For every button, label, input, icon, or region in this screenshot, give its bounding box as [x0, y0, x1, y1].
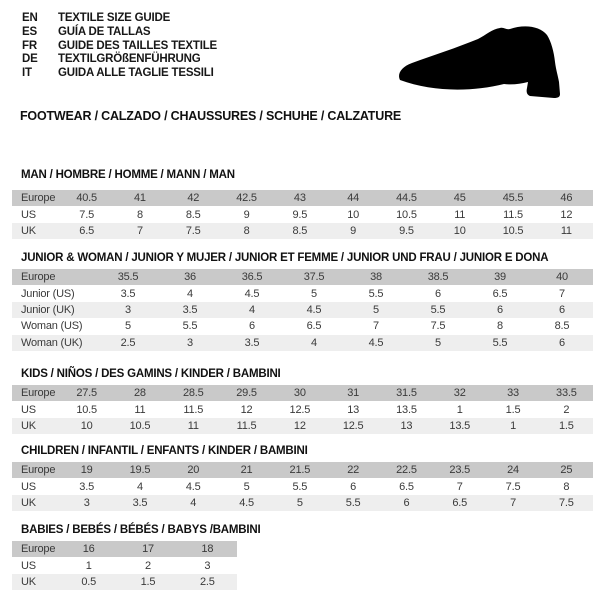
size-cell: 44 — [347, 192, 360, 205]
size-cell: 6 — [497, 303, 503, 316]
size-cell: 7.5 — [430, 320, 446, 333]
size-cell: 11 — [187, 419, 199, 432]
size-cell: 6 — [249, 320, 255, 333]
size-cell: 2 — [563, 403, 570, 416]
category-heading: FOOTWEAR / CALZADO / CHAUSSURES / SCHUHE / CALZATURE — [20, 109, 402, 123]
size-cell: 8.5 — [292, 224, 308, 237]
size-cell: 5 — [296, 496, 303, 509]
size-cell: 23.5 — [449, 464, 471, 477]
table-row — [12, 541, 237, 557]
size-cell: 3.5 — [132, 496, 148, 509]
section-babies — [12, 523, 260, 590]
size-cell: 4.5 — [244, 287, 260, 300]
table-title: KIDS / NIÑOS / DES GAMINS / KINDER / BAMBINI — [21, 368, 281, 380]
size-cell: 40.5 — [76, 192, 97, 205]
table-row — [12, 285, 593, 301]
size-cell: 3.5 — [244, 336, 260, 349]
size-cell: 6.5 — [79, 224, 94, 237]
size-cell: 5.5 — [182, 320, 198, 333]
table-row — [12, 223, 593, 239]
table-row — [12, 401, 593, 417]
size-cell: 31.5 — [396, 387, 417, 400]
size-cell: 43 — [293, 192, 306, 205]
size-cell: 32 — [453, 387, 466, 400]
size-cell: 31 — [347, 387, 360, 400]
size-table-junior-woman — [12, 269, 593, 351]
language-row — [22, 67, 217, 81]
size-cell: 20 — [187, 464, 200, 477]
size-cell: 9.5 — [399, 224, 414, 237]
row-label: US — [21, 559, 36, 572]
size-cell: 7.5 — [185, 224, 201, 237]
row-label: Europe — [21, 464, 56, 477]
size-cell: 4.5 — [239, 496, 254, 509]
table-title: BABIES / BEBÉS / BÉBÉS / BABYS /BAMBINI — [21, 524, 261, 536]
row-label: US — [21, 480, 36, 493]
size-cell: 6.5 — [492, 287, 508, 300]
section-kids — [12, 367, 593, 434]
size-cell: 5.5 — [368, 287, 384, 300]
size-cell: 38.5 — [427, 271, 449, 284]
size-cell: 6.5 — [452, 496, 468, 509]
size-cell: 2.5 — [120, 336, 136, 349]
size-cell: 6 — [403, 496, 410, 509]
size-cell: 30 — [293, 387, 306, 400]
size-cell: 8 — [243, 224, 250, 237]
size-cell: 2.5 — [199, 575, 215, 588]
size-cell: 11.5 — [183, 403, 204, 416]
size-cell: 4 — [311, 336, 317, 349]
size-cell: 12.5 — [289, 403, 311, 416]
size-cell: 16 — [82, 543, 95, 556]
row-label: Europe — [21, 543, 56, 556]
size-cell: 45.5 — [502, 192, 524, 205]
language-code: EN — [22, 12, 38, 24]
language-row — [22, 53, 217, 67]
size-cell: 1 — [85, 559, 92, 572]
size-cell: 1 — [456, 403, 463, 416]
size-table-children — [12, 462, 593, 511]
row-label: US — [21, 208, 36, 221]
size-cell: 2 — [145, 559, 151, 572]
language-code: IT — [22, 67, 32, 80]
size-cell: 6.5 — [306, 320, 322, 333]
size-cell: 41 — [134, 192, 146, 205]
row-label: US — [21, 403, 36, 416]
size-cell: 5.5 — [345, 496, 361, 509]
size-cell: 37.5 — [303, 271, 325, 284]
table-row — [12, 318, 593, 334]
size-cell: 42.5 — [236, 192, 257, 205]
size-cell: 25 — [560, 464, 573, 477]
size-cell: 13 — [347, 403, 360, 416]
size-cell: 33 — [507, 387, 519, 400]
size-cell: 4 — [136, 480, 143, 493]
dress-shoe-icon — [392, 22, 582, 102]
language-row — [22, 26, 217, 40]
size-cell: 21.5 — [289, 464, 311, 477]
row-label: Europe — [21, 271, 56, 284]
table-row — [12, 418, 593, 434]
size-cell: 39 — [494, 271, 506, 284]
size-cell: 3 — [83, 496, 90, 509]
size-cell: 10 — [80, 419, 93, 432]
size-cell: 11.5 — [503, 208, 523, 221]
language-code: DE — [22, 53, 38, 66]
size-cell: 4.5 — [306, 303, 322, 316]
table-row — [12, 190, 593, 206]
size-cell: 1.5 — [505, 403, 521, 416]
size-cell: 38 — [370, 271, 382, 284]
size-cell: 8 — [563, 480, 570, 493]
size-cell: 11 — [454, 208, 466, 221]
size-cell: 3 — [187, 336, 193, 349]
size-table-man — [12, 190, 593, 239]
table-row — [12, 302, 593, 318]
size-cell: 3 — [125, 303, 131, 316]
size-cell: 5 — [435, 336, 441, 349]
size-cell: 42 — [187, 192, 200, 205]
row-label: Junior (US) — [21, 287, 75, 300]
table-row — [12, 495, 593, 511]
size-cell: 36 — [184, 271, 196, 284]
size-cell: 10 — [347, 208, 360, 221]
size-cell: 7.5 — [505, 480, 521, 493]
size-cell: 10.5 — [396, 208, 417, 221]
table-title: MAN / HOMBRE / HOMME / MANN / MAN — [21, 169, 235, 181]
size-cell: 3 — [204, 559, 211, 572]
language-label: GUIDA ALLE TAGLIE TESSILI — [58, 67, 214, 80]
language-label: GUÍA DE TALLAS — [58, 25, 151, 38]
size-cell: 5.5 — [292, 480, 308, 493]
size-cell: 5.5 — [492, 336, 508, 349]
size-cell: 17 — [142, 543, 154, 556]
size-cell: 45 — [453, 192, 466, 205]
row-label: Woman (US) — [21, 320, 83, 333]
size-cell: 5 — [125, 320, 131, 333]
size-cell: 29.5 — [236, 387, 257, 400]
row-label: Europe — [21, 192, 56, 205]
size-cell: 4.5 — [185, 480, 201, 493]
size-cell: 33.5 — [556, 387, 577, 400]
size-cell: 40 — [556, 271, 568, 284]
size-cell: 11 — [560, 224, 572, 237]
size-cell: 8 — [136, 208, 143, 221]
size-cell: 22 — [347, 464, 360, 477]
size-cell: 13.5 — [396, 403, 417, 416]
size-cell: 46 — [560, 192, 573, 205]
size-cell: 27.5 — [76, 387, 97, 400]
table-row — [12, 269, 593, 285]
size-cell: 44.5 — [396, 192, 417, 205]
language-list — [22, 12, 217, 81]
language-row — [22, 40, 217, 54]
size-cell: 7 — [373, 320, 379, 333]
size-cell: 7 — [510, 496, 516, 509]
table-row — [12, 462, 593, 478]
size-cell: 22.5 — [396, 464, 417, 477]
size-cell: 28 — [134, 387, 146, 400]
language-label: TEXTILE SIZE GUIDE — [58, 12, 171, 24]
table-title: CHILDREN / INFANTIL / ENFANTS / KINDER / BAMBINI — [21, 445, 308, 457]
size-cell: 10.5 — [129, 419, 151, 432]
table-row — [12, 557, 237, 573]
size-cell: 8.5 — [554, 320, 570, 333]
size-table-kids — [12, 385, 593, 434]
size-cell: 4.5 — [368, 336, 384, 349]
size-cell: 6 — [559, 303, 565, 316]
size-cell: 1 — [510, 419, 516, 432]
size-cell: 1.5 — [140, 575, 156, 588]
size-cell: 13.5 — [449, 419, 471, 432]
size-cell: 8 — [497, 320, 503, 333]
row-label: UK — [21, 224, 36, 237]
size-cell: 5.5 — [430, 303, 446, 316]
size-cell: 10.5 — [502, 224, 524, 237]
size-cell: 28.5 — [182, 387, 204, 400]
size-cell: 12 — [240, 403, 253, 416]
size-cell: 19 — [80, 464, 93, 477]
size-cell: 10.5 — [76, 403, 97, 416]
size-cell: 21 — [240, 464, 253, 477]
size-cell: 18 — [201, 543, 214, 556]
size-cell: 5 — [311, 287, 317, 300]
size-table-babies — [12, 541, 237, 590]
size-cell: 7 — [136, 224, 143, 237]
size-cell: 7.5 — [79, 208, 94, 221]
language-code: ES — [22, 25, 37, 38]
size-cell: 12 — [293, 419, 306, 432]
language-row — [22, 12, 217, 26]
size-cell: 3.5 — [79, 480, 94, 493]
size-cell: 11.5 — [236, 419, 257, 432]
size-cell: 9.5 — [292, 208, 308, 221]
language-label: TEXTILGRÖßENFÜHRUNG — [58, 53, 201, 66]
table-row — [12, 206, 593, 222]
size-cell: 6.5 — [399, 480, 414, 493]
size-cell: 4 — [190, 496, 197, 509]
size-cell: 24 — [507, 464, 519, 477]
size-cell: 9 — [243, 208, 250, 221]
size-cell: 6 — [559, 336, 565, 349]
size-cell: 6 — [350, 480, 357, 493]
row-label: Europe — [21, 387, 56, 400]
language-label: GUIDE DES TAILLES TEXTILE — [58, 39, 217, 52]
size-cell: 10 — [453, 224, 466, 237]
size-cell: 7.5 — [558, 496, 574, 509]
size-cell: 5 — [373, 303, 379, 316]
table-title: JUNIOR & WOMAN / JUNIOR Y MUJER / JUNIOR ET FEMME / JUNIOR UND FRAU / JUNIOR E DONA — [21, 252, 549, 264]
size-cell: 3.5 — [182, 303, 198, 316]
row-label: UK — [21, 496, 36, 509]
size-cell: 7 — [456, 480, 463, 493]
size-cell: 11 — [134, 403, 146, 416]
size-cell: 1.5 — [558, 419, 574, 432]
size-cell: 4 — [249, 303, 255, 316]
section-children — [12, 444, 593, 511]
row-label: UK — [21, 419, 36, 432]
table-row — [12, 335, 593, 351]
row-label: Woman (UK) — [21, 336, 83, 349]
row-label: UK — [21, 575, 36, 588]
size-cell: 6 — [435, 287, 441, 300]
size-cell: 13 — [400, 419, 413, 432]
section-man — [12, 168, 593, 239]
size-cell: 0.5 — [81, 575, 97, 588]
size-cell: 36.5 — [241, 271, 263, 284]
size-cell: 12.5 — [342, 419, 364, 432]
table-row — [12, 478, 593, 494]
size-cell: 5 — [243, 480, 250, 493]
size-cell: 19.5 — [129, 464, 151, 477]
size-cell: 7 — [559, 287, 565, 300]
size-cell: 9 — [350, 224, 357, 237]
size-cell: 35.5 — [117, 271, 139, 284]
table-row — [12, 385, 593, 401]
size-cell: 3.5 — [120, 287, 136, 300]
row-label: Junior (UK) — [21, 303, 75, 316]
language-code: FR — [22, 39, 37, 52]
size-cell: 4 — [187, 287, 193, 300]
size-cell: 8.5 — [185, 208, 201, 221]
table-row — [12, 574, 237, 590]
size-cell: 12 — [560, 208, 573, 221]
section-junior-woman — [12, 251, 593, 351]
